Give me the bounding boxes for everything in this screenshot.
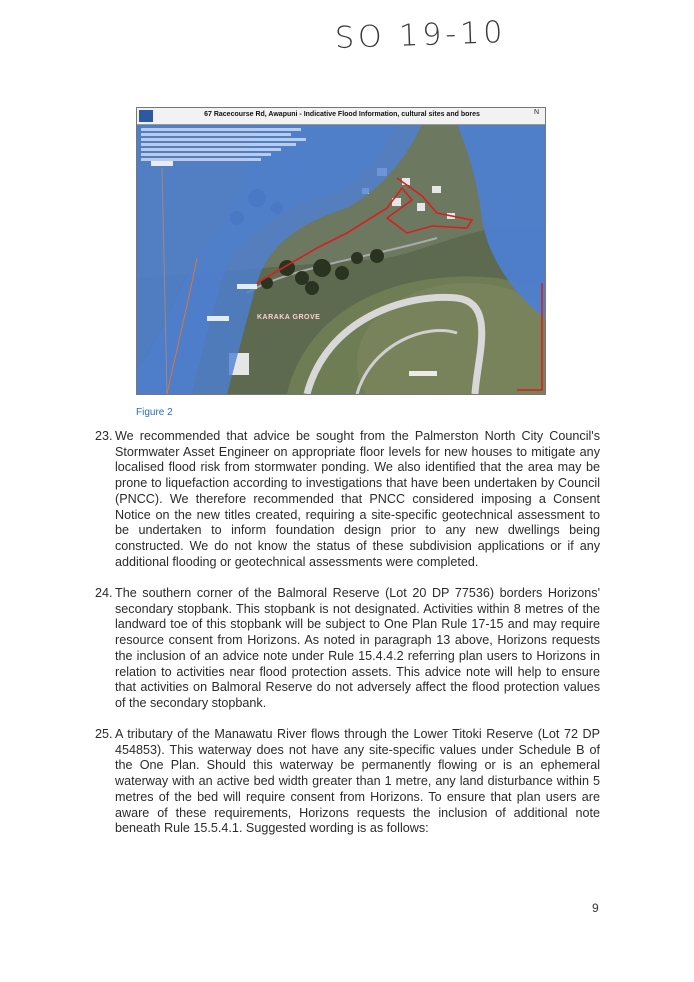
paragraph-text: A tributary of the Manawatu River flows through the Lower Titoki Reserve (Lot 72 DP 454853). This waterway does not have any site-specific values under Schedule B of the One Plan. Should this waterway be permanently flowing or is an ephemeral waterway with an active bed width greater than 1 metre, any land disturbance within 5 metres of the bed will require consent from Horizons. To ensure that plan users are aware of these requirements, Horizons requests the inclusion of additional note beneath Rule 15.5.4.1. Suggested wording is as follows: — [115, 727, 600, 836]
map-title: 67 Racecourse Rd, Awapuni - Indicative Flood Information, cultural sites and bores — [204, 111, 480, 118]
paragraph-text: The southern corner of the Balmoral Reserve (Lot 20 DP 77536) borders Horizons' secondary stopbank. This stopbank is not designated. Activities within 8 metres of the landward toe of this stopbank will be subject to One Plan Rule 17-15 and may require resource consent from Horizons. As noted in paragraph 13 above, Horizons requests the inclusion of an advice note under Rule 15.4.4.2 referring plan users to Horizons in relation to activities near flood protection assets. This advice note will help to ensure that activities on Balmoral Reserve do not adversely affect the flood protection values of the secondary stopbank. — [115, 586, 600, 710]
paragraph-24 — [95, 586, 600, 712]
paragraph-number: 23. — [95, 429, 113, 443]
north-arrow-icon: N — [533, 109, 539, 116]
paragraph-text: We recommended that advice be sought from the Palmerston North City Council's Stormwater Asset Engineer on appropriate floor levels for new houses to mitigate any localised flood risk from stormwater ponding. We also identified that the area may be prone to liquefaction according to investigations that have been undertaken by Council (PNCC). We therefore recommended that PNCC considered imposing a Consent Notice on the new titles created, requiring a site-specific geotechnical assessment to be undertaken to inform foundation design prior to any new dwellings being constructed. We do not know the status of these subdivision applications or if any additional flooding or geotechnical assessments were completed. — [115, 429, 600, 569]
page-number: 9 — [592, 901, 599, 915]
paragraph-number: 25. — [95, 727, 113, 741]
aerial-map-image — [137, 108, 545, 394]
karaka-grove-label: KARAKA GROVE — [257, 314, 321, 321]
paragraph-23 — [95, 429, 600, 570]
flood-map-figure — [136, 107, 546, 395]
map-title-bar — [137, 108, 545, 125]
council-logo — [139, 110, 153, 122]
handwritten-reference-stamp: SO 19-10 — [334, 15, 507, 56]
paragraph-number: 24. — [95, 586, 113, 600]
paragraph-25 — [95, 727, 600, 837]
figure-caption: Figure 2 — [136, 407, 173, 418]
